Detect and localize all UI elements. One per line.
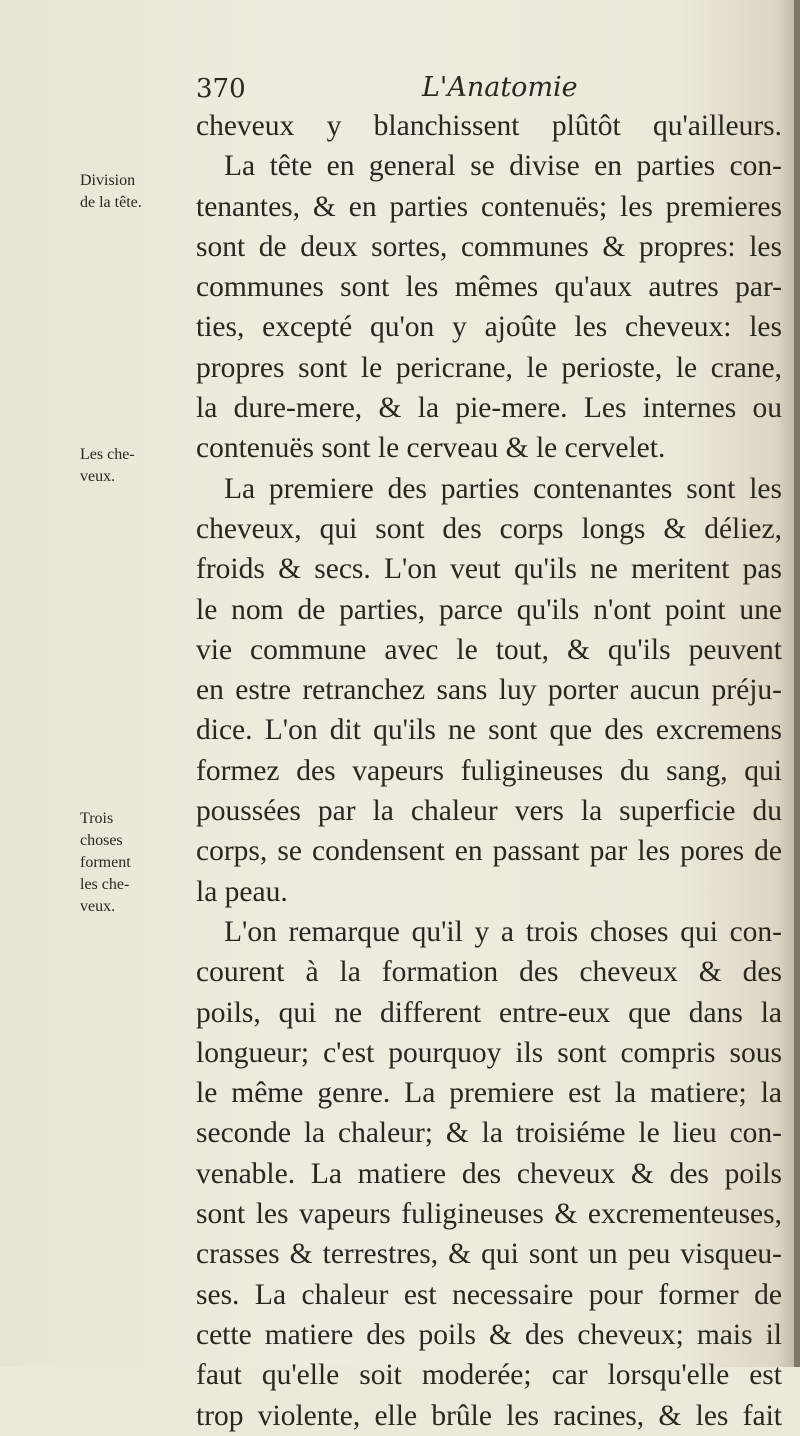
text-line: poussées par la chaleur vers la superficie du: [196, 795, 782, 828]
text-line: en estre retranchez sans luy porter aucun préju-: [196, 674, 782, 707]
text-line: contenuës sont le cerveau & le cervelet.: [196, 432, 666, 465]
text-line: crasses & terrestres, & qui sont un peu visqueu-: [196, 1238, 782, 1271]
text-line: sont les vapeurs fuligineuses & excrementeuses,: [196, 1198, 782, 1231]
text-line: cheveux, qui sont des corps longs & déliez,: [196, 512, 782, 545]
text-line: corps, se condensent en passant par les pores de: [196, 835, 782, 868]
margin-note-line: veux.: [80, 468, 116, 485]
margin-note-line: Trois: [80, 810, 114, 827]
margin-note-line: forment: [80, 854, 131, 871]
margin-note-line: de la tête.: [80, 194, 142, 211]
text-line: sont de deux sortes, communes & propres: les: [196, 230, 782, 263]
text-line: ses. La chaleur est necessaire pour former de: [196, 1278, 782, 1311]
margin-note-line: Les che-: [80, 446, 135, 463]
margin-note-line: les che-: [80, 876, 130, 893]
text-line: seconde la chaleur; & la troisiéme le lieu con-: [196, 1117, 782, 1150]
text-line: faut qu'elle soit moderée; car lorsqu'elle est: [196, 1359, 782, 1392]
margin-note-cheveux: [80, 444, 188, 488]
text-line: communes sont les mêmes qu'aux autres par-: [196, 271, 782, 304]
margin-note-line: choses: [80, 832, 123, 849]
text-line: la peau.: [196, 875, 288, 908]
margin-note-line: veux.: [80, 898, 116, 915]
text-line: vie commune avec le tout, & qu'ils peuvent: [196, 633, 782, 666]
text-line: dice. L'on dit qu'ils ne sont que des excremens: [196, 714, 782, 747]
text-line: tenantes, & en parties contenuës; les premieres: [196, 190, 782, 223]
margin-note-trois-choses: [80, 808, 188, 918]
text-line: le même genre. La premiere est la matiere; la: [196, 1077, 782, 1110]
text-line: La premiere des parties contenantes sont les: [224, 472, 782, 505]
text-line: La tête en general se divise en parties con-: [224, 150, 782, 183]
text-line: poils, qui ne different entre-eux que dans la: [196, 996, 782, 1029]
text-line: cette matiere des poils & des cheveux; mais il: [196, 1318, 782, 1351]
margin-note-division: [80, 170, 188, 214]
margin-note-line: Division: [80, 172, 136, 189]
text-line: le nom de parties, parce qu'ils n'ont point une: [196, 593, 782, 626]
page-header: [196, 68, 756, 110]
text-line: cheveux y blanchissent plûtôt qu'ailleurs.: [196, 110, 782, 142]
text-line: la dure-mere, & la pie-mere. Les internes ou: [196, 392, 782, 425]
page-edge: [794, 0, 800, 1367]
page-number: 370: [196, 74, 246, 104]
text-line: ties, excepté qu'on y ajoûte les cheveux: les: [196, 311, 782, 344]
text-line: courent à la formation des cheveux & des: [196, 956, 782, 989]
running-title: L'Anatomie: [422, 72, 578, 103]
text-line: L'on remarque qu'il y a trois choses qui con-: [224, 915, 782, 948]
text-line: formez des vapeurs fuligineuses du sang, qui: [196, 754, 782, 787]
text-line: froids & secs. L'on veut qu'ils ne meritent pas: [196, 553, 782, 586]
text-line: propres sont le pericrane, le perioste, le crane,: [196, 351, 782, 384]
body-text: [196, 106, 782, 1436]
text-line: longueur; c'est pourquoy ils sont compris sous: [196, 1036, 782, 1069]
text-line: trop violente, elle brûle les racines, & les fait: [196, 1399, 782, 1432]
text-line: venable. La matiere des cheveux & des poils: [196, 1157, 782, 1190]
